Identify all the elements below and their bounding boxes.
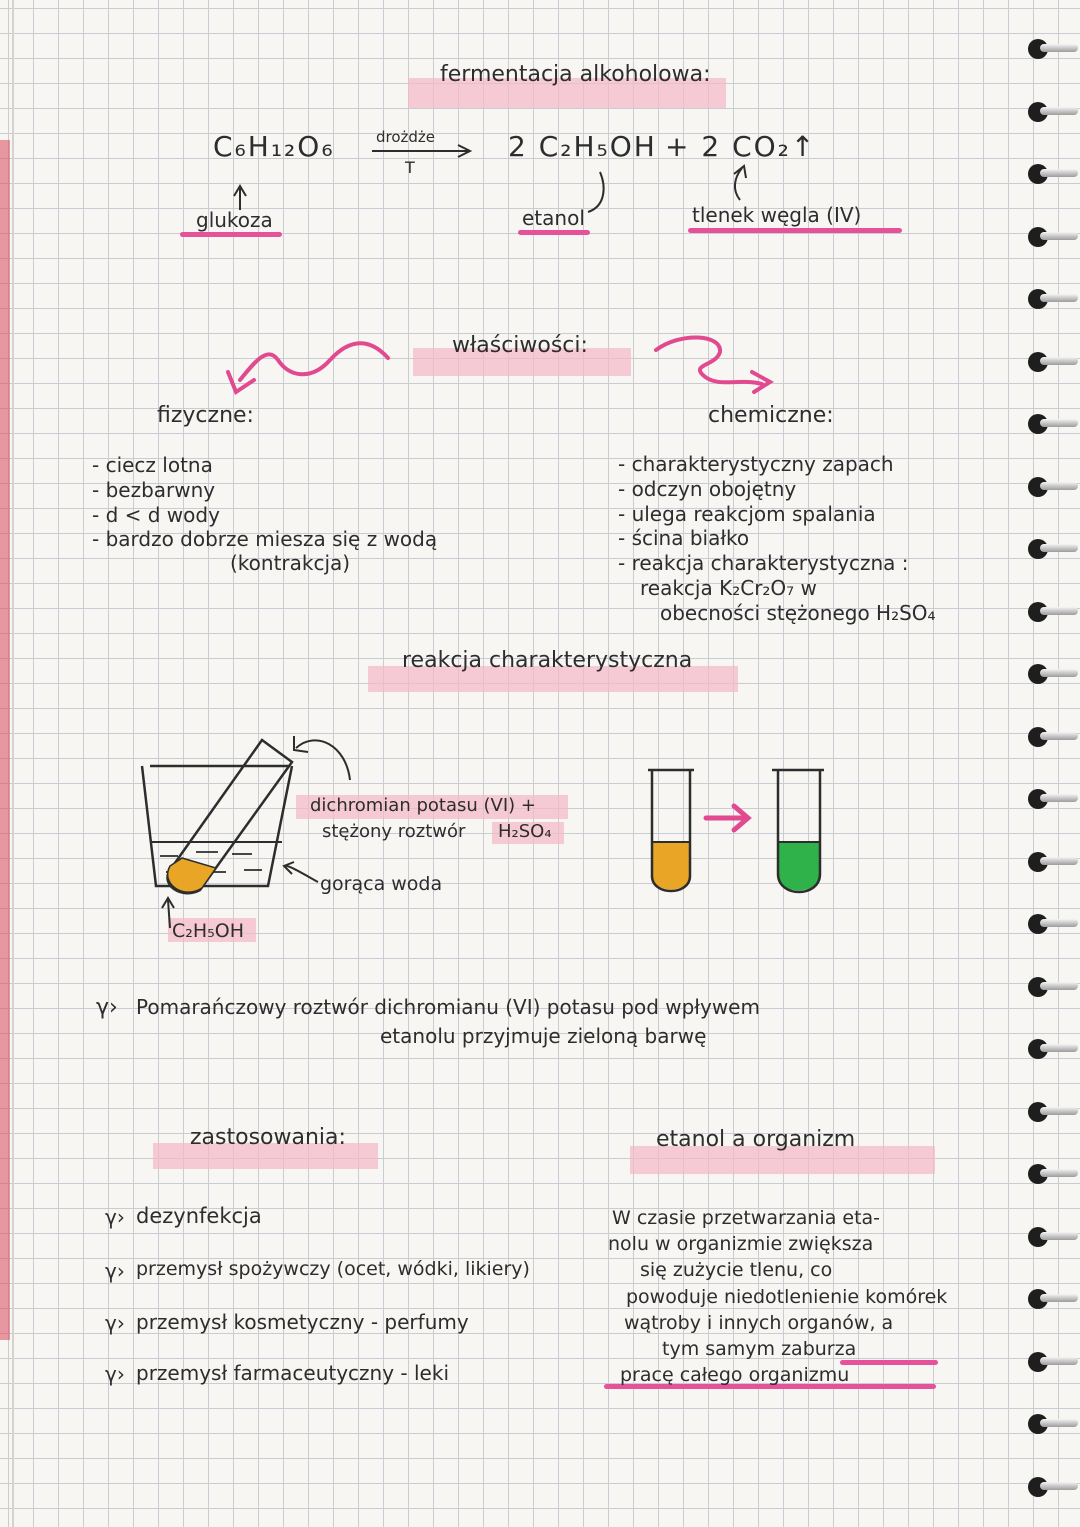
chemical-item-3: - ulega reakcjom spalania <box>618 502 876 526</box>
reaction-arrow <box>372 145 470 157</box>
physical-heading: fizyczne: <box>157 403 254 428</box>
physical-item-1: - ciecz lotna <box>92 453 213 477</box>
color-change-arrow <box>706 806 748 830</box>
physical-item-3: - d < d wody <box>92 503 220 527</box>
conclusion-line-1: Pomarańczowy roztwór dichromianu (VI) potasu pod wpływem <box>136 995 760 1019</box>
conclusion-bullet: γ› <box>96 995 118 1020</box>
hot-water-label: gorąca woda <box>320 873 443 895</box>
organism-line-5: wątroby i innych organów, a <box>624 1312 894 1334</box>
app-bullet-2: γ› <box>105 1259 125 1283</box>
fermentation-title: fermentacja alkoholowa: <box>440 62 711 87</box>
organism-line-6: tym samym zaburza <box>662 1338 857 1360</box>
orange-tube <box>648 770 694 891</box>
co2-label: tlenek węgla (IV) <box>692 203 862 227</box>
properties-title: właściwości: <box>452 333 588 358</box>
chemical-heading: chemiczne: <box>708 403 834 428</box>
organism-line-3: się zużycie tlenu, co <box>640 1259 833 1281</box>
organism-line-7: pracę całego organizmu <box>620 1364 850 1386</box>
ethanol-formula: 2 C₂H₅OH <box>508 130 657 163</box>
pointer-arrows <box>234 166 746 212</box>
chemical-item-1: - charakterystyczny zapach <box>618 452 894 476</box>
chemical-item-5: - reakcja charakterystyczna : <box>618 551 909 575</box>
physical-item-5: (kontrakcja) <box>230 551 351 575</box>
chemical-item-4: - ścina białko <box>618 526 750 550</box>
reaction-title: reakcja charakterystyczna <box>402 648 693 673</box>
reagent-acid: H₂SO₄ <box>498 821 552 842</box>
app-item-1: dezynfekcja <box>136 1204 262 1228</box>
app-item-3: przemysł kosmetyczny - perfumy <box>136 1310 469 1334</box>
tilted-tube <box>167 740 292 893</box>
organism-title: etanol a organizm <box>656 1127 856 1152</box>
reagent-line-1: dichromian potasu (VI) + <box>310 795 536 816</box>
co2-formula: + 2 CO₂↑ <box>665 130 817 163</box>
app-bullet-1: γ› <box>105 1205 125 1229</box>
glucose-formula: C₆H₁₂O₆ <box>213 130 335 163</box>
conclusion-line-2: etanolu przyjmuje zieloną barwę <box>380 1024 707 1048</box>
ethanol-label: etanol <box>522 206 585 230</box>
chemical-item-7: obecności stężonego H₂SO₄ <box>660 601 936 625</box>
organism-line-1: W czasie przetwarzania eta- <box>612 1207 881 1229</box>
app-item-4: przemysł farmaceutyczny - leki <box>136 1361 449 1385</box>
app-bullet-4: γ› <box>105 1362 125 1386</box>
organism-line-4: powoduje niedotlenienie komórek <box>626 1286 948 1308</box>
glucose-label: glukoza <box>196 208 273 232</box>
app-bullet-3: γ› <box>105 1311 125 1335</box>
organism-line-2: nolu w organizmie zwiększa <box>608 1233 874 1255</box>
app-item-2: przemysł spożywczy (ocet, wódki, likiery) <box>136 1258 530 1280</box>
reagent-line-2: stężony roztwór <box>322 821 466 842</box>
physical-item-2: - bezbarwny <box>92 478 216 502</box>
squiggle-right <box>656 337 762 384</box>
applications-title: zastosowania: <box>190 1125 346 1150</box>
physical-item-4: - bardzo dobrze miesza się z wodą <box>92 527 438 551</box>
squiggle-left-head <box>228 372 254 392</box>
catalyst-label: drożdże <box>376 128 436 146</box>
green-tube <box>772 770 824 892</box>
chemical-item-2: - odczyn obojętny <box>618 477 797 501</box>
experiment-ethanol-label: C₂H₅OH <box>172 920 245 942</box>
condition-label: T <box>405 158 415 177</box>
chemical-item-6: reakcja K₂Cr₂O₇ w <box>640 576 817 600</box>
squiggle-left <box>240 343 388 380</box>
